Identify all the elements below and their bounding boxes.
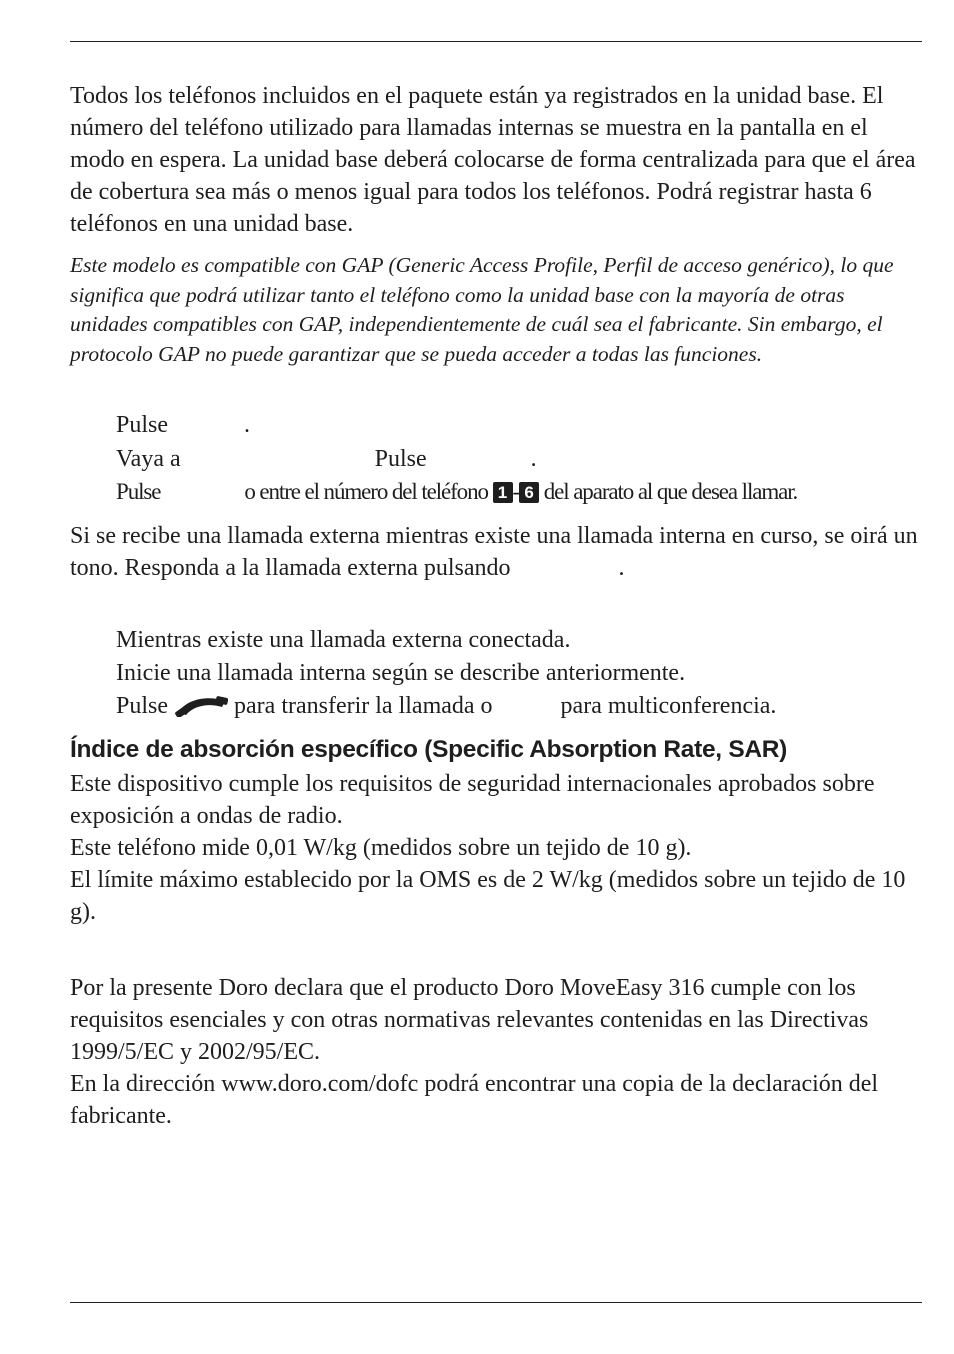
step-text: del aparato al que desea llamar. — [543, 479, 798, 504]
sar-line-1: Este dispositivo cumple los requisitos de seguridad internacionales aprobados sobre exposición a ondas de radio. — [70, 771, 875, 829]
step-text: Vaya a — [116, 446, 181, 472]
key-range-dash: - — [512, 479, 520, 504]
top-rule — [70, 41, 922, 42]
sar-line-2: Este teléfono mide 0,01 W/kg (medidos sobre un tejido de 10 g). — [70, 835, 692, 861]
sar-heading: Índice de absorción específico (Specific Absorption Rate, SAR) — [70, 736, 787, 763]
incoming-note-period: . — [618, 555, 625, 581]
key-1: 1 — [493, 482, 513, 503]
transfer-step-3 — [116, 690, 776, 722]
intro-paragraph: Todos los teléfonos incluidos en el paquete están ya registrados en la unidad base. El número del teléfono utilizado para llamadas internas se muestra en la pantalla en el modo en espera. La unidad base deberá colocarse de forma centralizada para que el área de cobertura sea más o menos igual para todos los teléfonos. Podrá registrar hasta 6 teléfonos en una unidad base. — [70, 83, 916, 237]
declaration-line-2: En la dirección www.doro.com/dofc podrá encontrar una copia de la declaración del fabricante. — [70, 1071, 879, 1129]
internal-call-step-1 — [116, 409, 250, 441]
transfer-step-1: Mientras existe una llamada externa conectada. — [116, 627, 571, 653]
step-text: para transferir la llamada o — [234, 693, 493, 719]
step-text: Pulse — [374, 446, 427, 472]
step-period: . — [530, 446, 537, 472]
step-text: para multiconferencia. — [560, 693, 777, 719]
incoming-call-note — [70, 520, 922, 584]
gap-note: Este modelo es compatible con GAP (Generic Access Profile, Perfil de acceso genérico), lo que significa que podrá utilizar tanto el teléfono como la unidad base con la mayoría de otras unidades compatibles con GAP, independientemente de cuál sea el fabricante. Sin embargo, el protocolo GAP no puede garantizar que se pueda acceder a todas las funciones. — [70, 253, 894, 366]
step-text: Pulse — [116, 479, 161, 504]
phone-handset-icon — [174, 693, 228, 717]
step-text: o entre el número del teléfono — [244, 479, 488, 504]
internal-call-step-3 — [116, 476, 797, 508]
step-text: Pulse — [116, 412, 169, 438]
sar-body — [70, 768, 922, 928]
declaration-line-1: Por la presente Doro declara que el producto Doro MoveEasy 316 cumple con los requisitos esenciales y con otras normativas relevantes contenidas en las Directivas 1999/5/EC y 2002/95/EC. — [70, 975, 869, 1065]
incoming-note-text: Si se recibe una llamada externa mientras existe una llamada interna en curso, se oirá un tono. Responda a la llamada externa pulsando — [70, 523, 918, 581]
transfer-step-2: Inicie una llamada interna según se describe anteriormente. — [116, 660, 686, 686]
sar-line-3: El límite máximo establecido por la OMS es de 2 W/kg (medidos sobre un tejido de 10 g). — [70, 867, 906, 925]
step-period: . — [244, 412, 251, 438]
step-text: Pulse — [116, 693, 169, 719]
bottom-rule — [70, 1302, 922, 1303]
internal-call-step-2 — [116, 443, 537, 475]
key-6: 6 — [519, 482, 539, 503]
declaration-body — [70, 972, 922, 1132]
